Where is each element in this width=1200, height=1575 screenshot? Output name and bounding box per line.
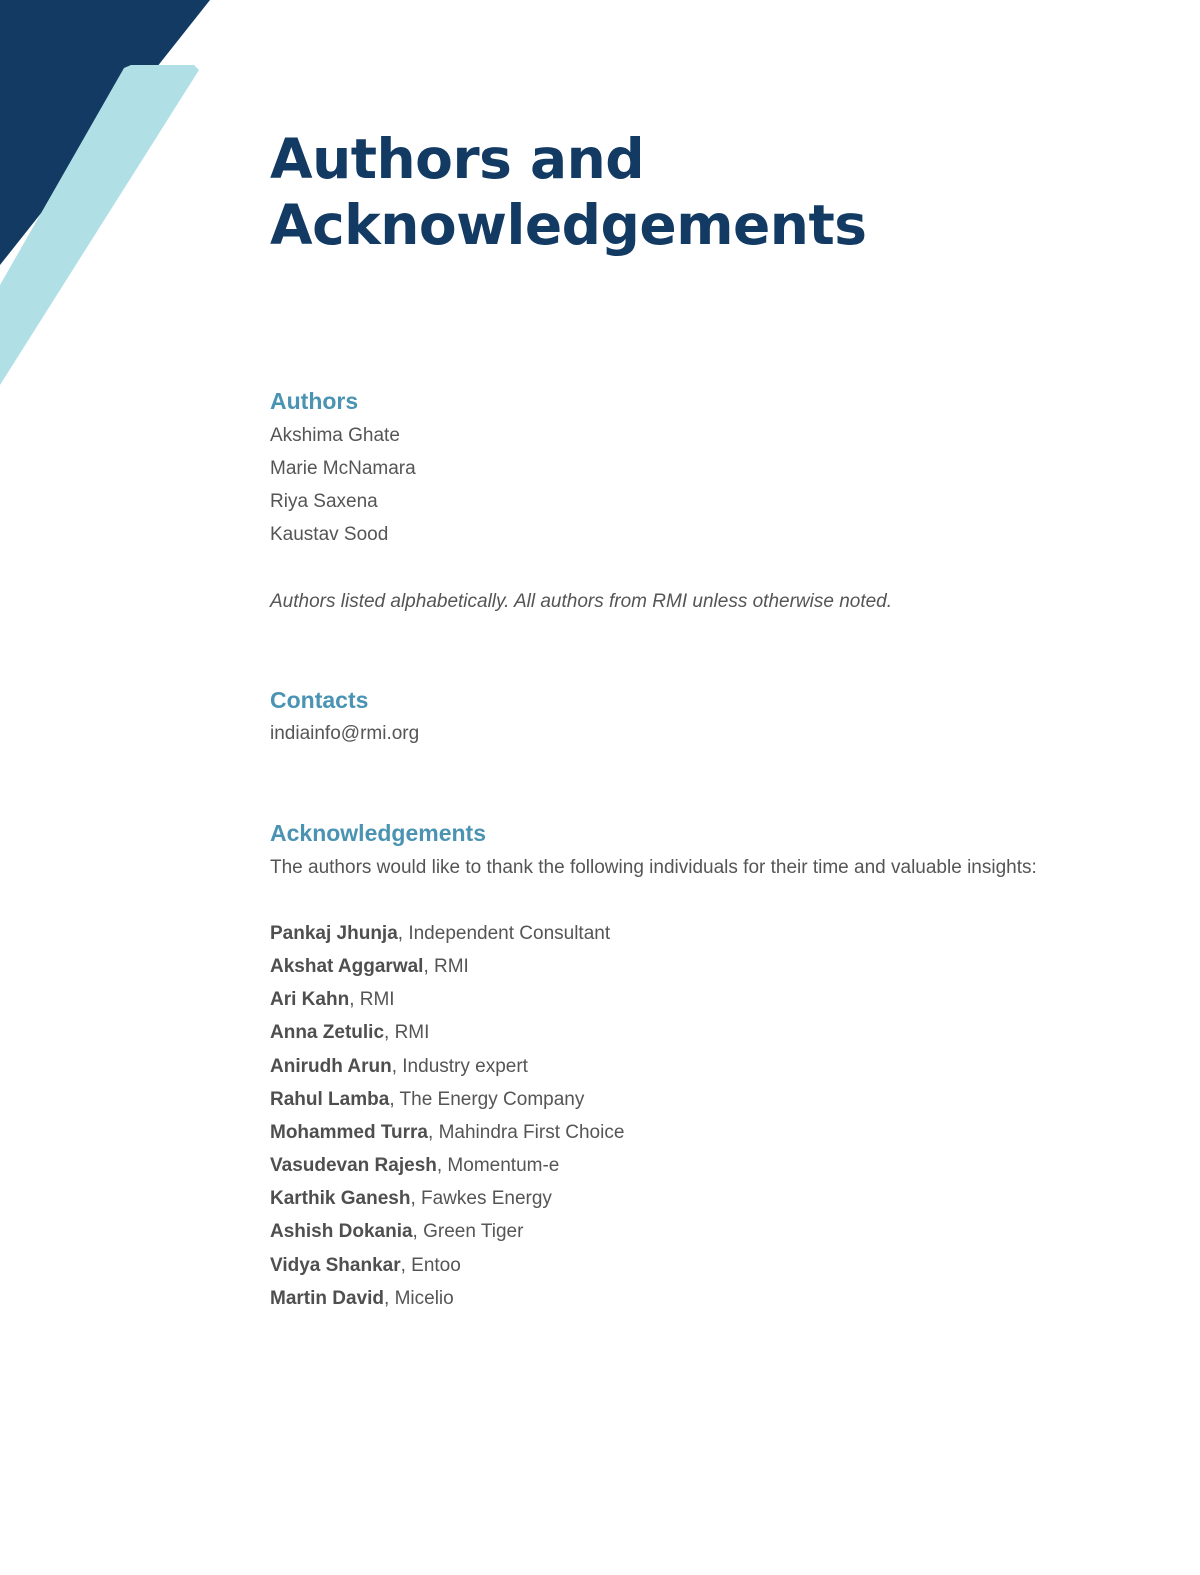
ack-affiliation: , RMI (349, 989, 395, 1010)
ack-affiliation: , Green Tiger (412, 1221, 524, 1242)
acknowledgement-entry (270, 1055, 528, 1079)
acknowledgement-entry (270, 1154, 559, 1178)
ack-person-name: Mohammed Turra (270, 1122, 429, 1143)
page-title-line-1: Authors and (270, 127, 645, 191)
authors-note: Authors listed alphabetically. All authors from RMI unless otherwise noted. (270, 591, 893, 612)
ack-affiliation: , Fawkes Energy (410, 1188, 552, 1209)
ack-person-name: Vasudevan Rajesh (270, 1155, 437, 1176)
acknowledgement-entry (270, 1220, 523, 1244)
ack-person-name: Martin David (270, 1288, 385, 1309)
acknowledgement-entry (270, 955, 469, 979)
acknowledgement-entry (270, 1121, 624, 1145)
ack-affiliation: , Industry expert (391, 1056, 528, 1077)
acknowledgement-entry (270, 1187, 552, 1211)
acknowledgement-entry (270, 922, 610, 946)
ack-person-name: Ashish Dokania (270, 1221, 413, 1242)
ack-person-name: Vidya Shankar (270, 1255, 401, 1276)
corner-decoration (0, 0, 220, 400)
ack-person-name: Ari Kahn (270, 989, 350, 1010)
acknowledgement-entry (270, 1088, 584, 1112)
ack-affiliation: , RMI (423, 956, 469, 977)
authors-heading: Authors (270, 388, 359, 414)
acknowledgement-entry (270, 1254, 461, 1278)
ack-affiliation: , Entoo (400, 1255, 461, 1276)
page-title-line-2: Acknowledgements (270, 193, 867, 257)
contacts-heading: Contacts (270, 687, 369, 713)
ack-person-name: Anna Zetulic (270, 1022, 385, 1043)
ack-person-name: Akshat Aggarwal (270, 956, 424, 977)
contact-email-link[interactable]: indiainfo@rmi.org (270, 723, 420, 744)
ack-affiliation: , The Energy Company (389, 1089, 585, 1110)
acknowledgement-entry (270, 1287, 454, 1311)
ack-person-name: Pankaj Jhunja (270, 923, 398, 944)
ack-affiliation: , Mahindra First Choice (428, 1122, 625, 1143)
ack-person-name: Anirudh Arun (270, 1056, 392, 1077)
page-title (270, 126, 1150, 258)
acknowledgements-intro: The authors would like to thank the following individuals for their time and valuable insights: (270, 857, 1037, 878)
ack-affiliation: , Micelio (384, 1288, 454, 1309)
author-name: Marie McNamara (270, 458, 416, 479)
ack-affiliation: , RMI (384, 1022, 430, 1043)
author-name: Riya Saxena (270, 491, 378, 512)
acknowledgements-heading: Acknowledgements (270, 820, 486, 846)
acknowledgement-entry (270, 1021, 429, 1045)
ack-affiliation: , Momentum-e (436, 1155, 560, 1176)
ack-person-name: Karthik Ganesh (270, 1188, 411, 1209)
author-name: Akshima Ghate (270, 425, 400, 446)
acknowledgement-entry (270, 988, 395, 1012)
ack-person-name: Rahul Lamba (270, 1089, 390, 1110)
author-name: Kaustav Sood (270, 524, 389, 545)
ack-affiliation: , Independent Consultant (397, 923, 611, 944)
